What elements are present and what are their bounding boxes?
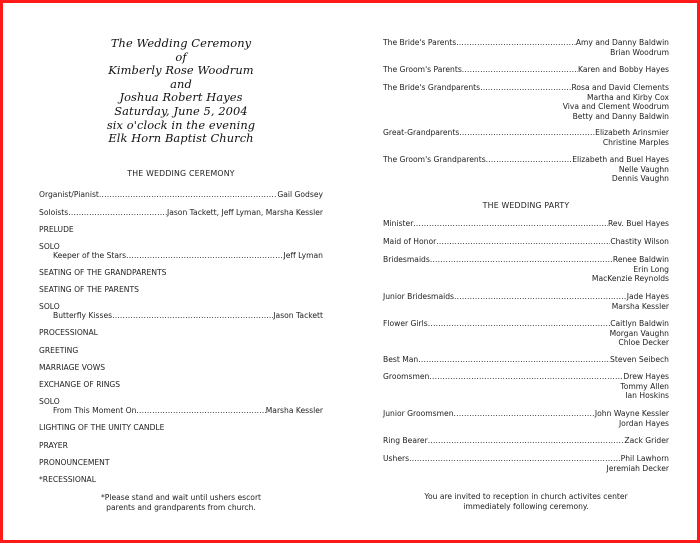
title-line: Kimberly Rose Woodrum: [108, 63, 254, 78]
song-title: Keeper of the Stars: [53, 251, 127, 260]
program-row-solo-song: [39, 311, 323, 321]
note-line: parents and grandparents from church.: [106, 502, 256, 512]
person-name: John Wayne Kessler: [594, 409, 669, 418]
party-row: [383, 292, 669, 302]
note-line: You are invited to reception in church activites center: [424, 492, 628, 501]
party-row: [383, 65, 669, 75]
party-group-junior-bridesmaids: [383, 292, 669, 311]
person-name: Jeremiah Decker: [606, 463, 669, 473]
row-value: Gail Godsey: [277, 190, 323, 199]
person-name: Zack Grider: [624, 436, 669, 445]
person-name: Tommy Allen: [620, 381, 669, 391]
role-label: Junior Bridesmaids: [383, 292, 454, 301]
program-row-solo-song: [39, 251, 323, 261]
program-item-rings: EXCHANGE OF RINGS: [39, 380, 121, 389]
person-name: Karen and Bobby Hayes: [578, 65, 669, 74]
party-group-maid: [383, 237, 669, 247]
role-label: Groomsmen: [383, 372, 430, 381]
role-label: Best Man: [383, 355, 419, 364]
ushers-note: [39, 493, 323, 512]
program-item-prelude: PRELUDE: [39, 225, 74, 234]
party-group-brides-parents: [383, 38, 669, 57]
title-line: and: [170, 76, 192, 91]
person-name: Dennis Vaughn: [611, 174, 669, 184]
reception-note: [383, 492, 669, 511]
party-group-ushers: [383, 454, 669, 473]
row-value: Jason Tackett, Jeff Lyman, Marsha Kessler: [166, 208, 323, 217]
party-row: [383, 38, 669, 48]
party-group-junior-groomsmen: [383, 409, 669, 428]
program-row-organist: [39, 190, 323, 200]
party-row: [383, 128, 669, 138]
row-label: Soloists: [39, 208, 69, 217]
party-row: [383, 319, 669, 329]
person-name: Rev. Buel Hayes: [607, 219, 669, 228]
person-name: Martha and Kirby Cox: [586, 92, 669, 102]
person-name: Betty and Danny Baldwin: [572, 111, 669, 121]
program-item-pronouncement: PRONOUNCEMENT: [39, 458, 110, 467]
role-label: The Groom's Parents: [383, 65, 462, 74]
singer: Jeff Lyman: [283, 251, 323, 260]
title-line: Joshua Robert Hayes: [119, 90, 243, 105]
party-group-minister: [383, 219, 669, 229]
program-item-processional: PROCESSIONAL: [39, 328, 98, 337]
party-group-brides-grandparents: [383, 83, 669, 121]
role-label: Great-Grandparents: [383, 128, 460, 137]
person-name: Jade Hayes: [626, 292, 669, 301]
title-line: Elk Horn Baptist Church: [108, 131, 254, 146]
person-name: Elizabeth and Buel Hayes: [572, 155, 669, 164]
program-item-greeting: GREETING: [39, 346, 79, 355]
party-row: [383, 83, 669, 93]
title-line: Saturday, June 5, 2004: [114, 103, 248, 118]
party-group-grooms-parents: [383, 65, 669, 75]
party-group-best-man: [383, 355, 669, 365]
person-name: Erin Long: [633, 264, 669, 274]
song-title: Butterfly Kisses: [53, 311, 113, 320]
person-name: MacKenzie Reynolds: [591, 274, 669, 284]
singer: Marsha Kessler: [265, 406, 323, 415]
person-name: Chastity Wilson: [610, 237, 669, 246]
party-row: [383, 436, 669, 446]
title-line: The Wedding Ceremony: [110, 36, 252, 50]
party-row: [383, 219, 669, 229]
party-group-groomsmen: [383, 372, 669, 401]
role-label: Maid of Honor: [383, 237, 437, 246]
party-group-grooms-grandparents: [383, 155, 669, 184]
program-item-vows: MARRIAGE VOWS: [39, 363, 106, 372]
note-line: *Please stand and wait until ushers escort: [100, 493, 262, 502]
party-row: [383, 372, 669, 382]
song-title: From This Moment On: [53, 406, 137, 415]
person-name: Caitlyn Baldwin: [610, 319, 669, 328]
program-item-solo: SOLO: [39, 397, 60, 406]
party-row: [383, 155, 669, 165]
party-row: [383, 255, 669, 265]
person-name: Rosa and David Clements: [571, 83, 669, 92]
role-label: Minister: [383, 219, 414, 228]
role-label: Ushers: [383, 454, 410, 463]
person-name: Marsha Kessler: [611, 301, 669, 311]
person-name: Phil Lawhorn: [620, 454, 669, 463]
person-name: Ian Hoskins: [625, 391, 669, 401]
party-group-bridesmaids: [383, 255, 669, 284]
role-label: The Bride's Grandparents: [383, 83, 481, 92]
party-row: [383, 355, 669, 365]
ceremony-heading: THE WEDDING CEREMONY: [127, 169, 235, 178]
note-line: immediately following ceremony.: [463, 501, 589, 511]
title-block: [39, 37, 323, 146]
party-row: [383, 409, 669, 419]
person-name: Chloe Decker: [618, 338, 669, 348]
row-label: Organist/Pianist: [39, 190, 99, 199]
program-item-prayer: PRAYER: [39, 441, 68, 450]
role-label: The Bride's Parents: [383, 38, 457, 47]
person-name: Drew Hayes: [623, 372, 669, 381]
party-group-great-grandparents: [383, 128, 669, 147]
party-row: [383, 237, 669, 247]
singer: Jason Tackett: [273, 311, 323, 320]
person-name: Jordan Hayes: [618, 418, 669, 428]
program-row-soloists: [39, 208, 323, 218]
party-group-ring-bearer: [383, 436, 669, 446]
program-item-solo: SOLO: [39, 302, 60, 311]
program-item-seating-grandparents: SEATING OF THE GRANDPARENTS: [39, 268, 167, 277]
title-line: of: [175, 49, 187, 64]
person-name: Renee Baldwin: [612, 255, 669, 264]
role-label: Bridesmaids: [383, 255, 430, 264]
role-label: The Groom's Grandparents: [383, 155, 486, 164]
program-item-seating-parents: SEATING OF THE PARENTS: [39, 285, 139, 294]
role-label: Flower Girls: [383, 319, 428, 328]
program-row-solo-song: [39, 406, 323, 416]
person-name: Morgan Vaughn: [609, 328, 669, 338]
person-name: Brian Woodrum: [610, 47, 669, 57]
role-label: Ring Bearer: [383, 436, 428, 445]
party-row: [383, 454, 669, 464]
person-name: Amy and Danny Baldwin: [575, 38, 669, 47]
person-name: Nelle Vaughn: [618, 164, 669, 174]
person-name: Christine Marples: [602, 137, 669, 147]
party-group-flower-girls: [383, 319, 669, 348]
program-item-unity-candle: LIGHTING OF THE UNITY CANDLE: [39, 423, 165, 432]
person-name: Elizabeth Arinsmier: [595, 128, 669, 137]
program-item-solo: SOLO: [39, 242, 60, 251]
title-line: six o'clock in the evening: [106, 117, 256, 132]
person-name: Steven Seibech: [610, 355, 669, 364]
role-label: Junior Groomsmen: [383, 409, 454, 418]
wedding-party-heading: THE WEDDING PARTY: [482, 201, 570, 210]
person-name: Viva and Clement Woodrum: [562, 102, 669, 112]
program-item-recessional: *RECESSIONAL: [39, 475, 96, 484]
